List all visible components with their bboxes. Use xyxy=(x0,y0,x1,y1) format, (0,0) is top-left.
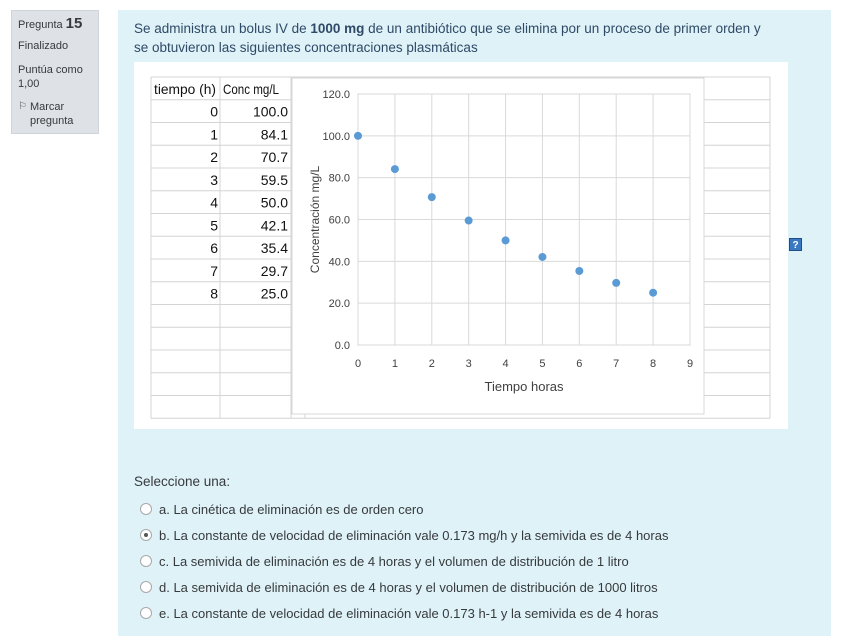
question-content xyxy=(118,10,831,636)
data-point xyxy=(612,279,620,287)
answer-option-c[interactable] xyxy=(140,548,668,574)
grade-label: Puntúa como xyxy=(18,64,83,76)
answer-prompt: Seleccione una: xyxy=(134,474,231,489)
question-dose: 1000 mg xyxy=(310,21,365,36)
table-cell-time: 7 xyxy=(210,262,218,279)
flag-icon: ⚐ xyxy=(18,101,27,112)
table-cell-time: 6 xyxy=(210,240,218,256)
x-tick-label: 3 xyxy=(465,358,472,370)
answer-label: a. La cinética de eliminación es de orden cero xyxy=(159,501,424,517)
x-tick-label: 1 xyxy=(391,358,398,370)
radio-button[interactable] xyxy=(140,555,152,567)
answer-label: b. La constante de velocidad de eliminación vale 0.173 mg/h y la semivida es de 4 horas xyxy=(159,527,669,543)
question-figure xyxy=(134,62,788,429)
table-cell-conc: 29.7 xyxy=(260,262,288,279)
table-cell-time: 1 xyxy=(210,126,218,143)
data-point xyxy=(354,132,362,140)
table-cell-conc: 50.0 xyxy=(260,194,288,211)
x-tick-label: 6 xyxy=(576,358,583,370)
table-cell-time: 5 xyxy=(210,217,218,234)
flag-question-link[interactable] xyxy=(18,100,92,128)
x-tick-label: 7 xyxy=(613,358,620,370)
x-tick-label: 9 xyxy=(686,358,694,370)
table-header-time: tiempo (h) xyxy=(154,80,216,97)
table-cell-conc: 84.1 xyxy=(260,126,288,143)
answer-label: d. La semivida de eliminación es de 4 horas y el volumen de distribución de 1000 litros xyxy=(159,579,658,595)
table-cell-conc: 59.5 xyxy=(260,171,288,188)
flag-label: Marcar pregunta xyxy=(29,101,74,127)
answer-options xyxy=(140,496,668,626)
answer-option-e[interactable] xyxy=(140,600,668,626)
answer-option-d[interactable] xyxy=(140,574,668,600)
x-tick-label: 5 xyxy=(539,358,546,370)
answer-option-a[interactable] xyxy=(140,496,668,522)
question-text xyxy=(134,19,774,57)
chart-area xyxy=(292,78,704,414)
y-tick-label: 40.0 xyxy=(328,256,350,269)
table-cell-time: 8 xyxy=(210,285,218,302)
help-icon[interactable]: ? xyxy=(789,238,802,251)
table-cell-time: 2 xyxy=(210,149,218,165)
y-axis-title: Concentración mg/L xyxy=(308,165,322,274)
answer-label: c. La semivida de eliminación es de 4 horas y el volumen de distribución de 1 litro xyxy=(159,553,629,569)
answer-option-b[interactable] xyxy=(140,522,668,548)
question-text-part2: de un antibiótico que se elimina por un proceso de primer orden y se obtuvieron las siguientes concentraciones plasmáticas xyxy=(134,21,761,55)
radio-button[interactable] xyxy=(140,607,152,619)
table-cell-time: 3 xyxy=(210,171,218,188)
question-number-value: 15 xyxy=(65,15,83,32)
figure-svg xyxy=(134,62,788,429)
grade-value: 1,00 xyxy=(18,78,40,90)
table-cell-time: 4 xyxy=(210,194,218,211)
x-tick-label: 8 xyxy=(650,358,657,370)
table-cell-time: 0 xyxy=(210,103,218,120)
data-point xyxy=(538,253,546,261)
y-tick-label: 60.0 xyxy=(328,214,350,227)
data-point xyxy=(502,236,510,244)
x-tick-label: 0 xyxy=(354,358,362,370)
y-tick-label: 120.0 xyxy=(322,89,350,101)
x-tick-label: 2 xyxy=(428,358,435,370)
question-label: Pregunta xyxy=(18,19,63,31)
question-number xyxy=(18,17,92,32)
question-info-panel xyxy=(11,10,99,134)
table-cell-conc: 100.0 xyxy=(252,103,288,120)
table-cell-conc: 70.7 xyxy=(260,149,288,165)
question-grade xyxy=(18,63,92,91)
table-cell-conc: 35.4 xyxy=(260,240,288,256)
y-tick-label: 80.0 xyxy=(328,172,350,185)
question-text-part1: Se administra un bolus IV de xyxy=(134,21,311,36)
data-point xyxy=(391,165,399,173)
table-cell-conc: 42.1 xyxy=(260,217,288,234)
answer-label: e. La constante de velocidad de eliminación vale 0.173 h-1 y la semivida es de 4 horas xyxy=(159,605,659,621)
y-tick-label: 100.0 xyxy=(322,130,350,143)
data-point xyxy=(575,267,583,275)
data-point xyxy=(649,289,657,297)
table-cell-conc: 25.0 xyxy=(260,285,288,302)
radio-button[interactable] xyxy=(140,503,152,515)
radio-button[interactable] xyxy=(140,581,152,593)
table-header-conc: Conc mg/L xyxy=(223,80,280,97)
question-state: Finalizado xyxy=(18,40,69,52)
radio-button[interactable] xyxy=(140,529,152,541)
y-tick-label: 0.0 xyxy=(334,340,350,352)
data-point xyxy=(428,193,436,201)
data-point xyxy=(465,217,473,225)
x-axis-title: Tiempo horas xyxy=(484,379,564,394)
x-tick-label: 4 xyxy=(502,358,509,370)
y-tick-label: 20.0 xyxy=(328,298,350,311)
